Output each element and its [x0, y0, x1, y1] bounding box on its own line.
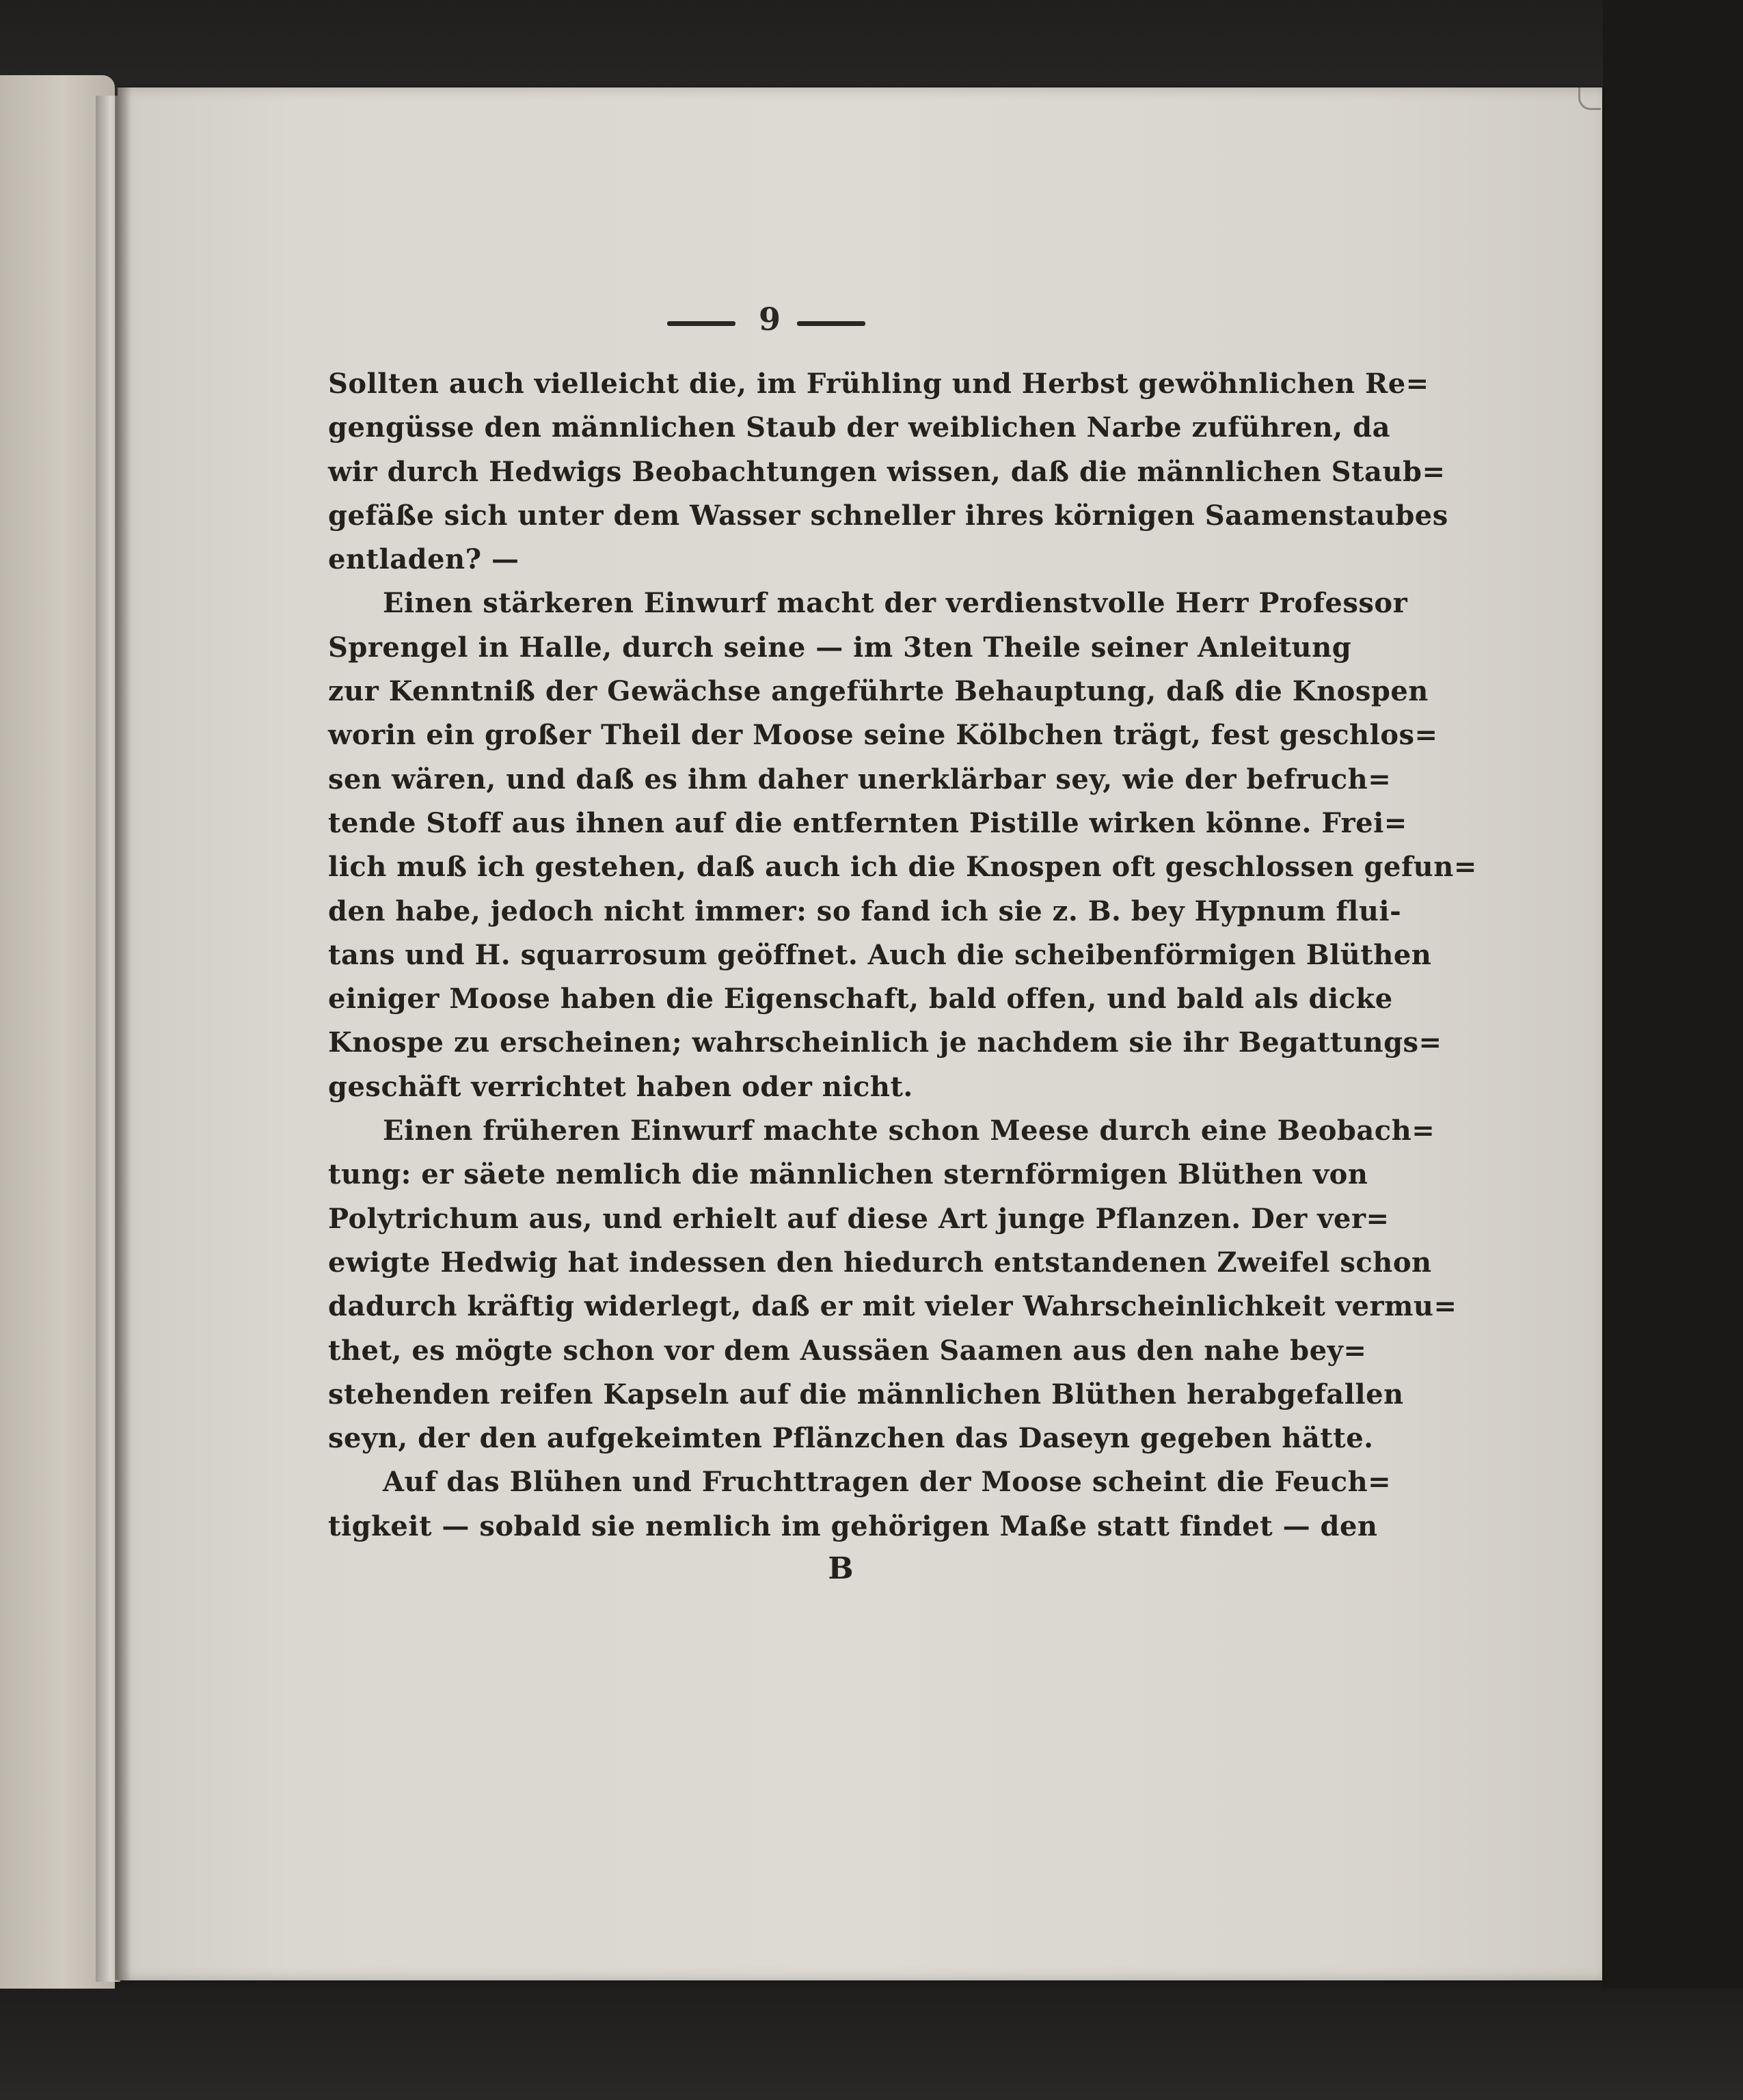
body-text	[328, 362, 1477, 1549]
dark-background-bottom	[0, 1989, 1743, 2100]
signature-mark: B	[828, 1551, 854, 1586]
page-header	[660, 301, 879, 342]
text-line: gefäße sich unter dem Wasser schneller ihres körnigen Saamenstaubes	[328, 499, 1448, 532]
text-line: Polytrichum aus, und erhielt auf diese Art junge Pflanzen. Der ver=	[328, 1202, 1390, 1235]
text-line: seyn, der den aufgekeimten Pflänzchen das Daseyn gegeben hätte.	[328, 1422, 1374, 1455]
text-line: Einen früheren Einwurf machte schon Meese durch eine Beobach=	[383, 1115, 1435, 1147]
text-line: worin ein großer Theil der Moose seine Kölbchen trägt, fest geschlos=	[328, 719, 1438, 752]
text-line: geschäft verrichtet haben oder nicht.	[328, 1070, 913, 1103]
text-line: thet, es mögte schon vor dem Aussäen Saamen aus den nahe bey=	[328, 1334, 1367, 1367]
dark-background-top	[0, 0, 1743, 96]
text-line: Sollten auch vielleicht die, im Frühling und Herbst gewöhnlichen Re=	[328, 368, 1429, 400]
header-rule-right	[797, 321, 865, 326]
text-line: Auf das Blühen und Fruchttragen der Moose scheint die Feuch=	[383, 1466, 1392, 1499]
spine-shadow	[115, 87, 131, 1980]
text-line: ewigte Hedwig hat indessen den hiedurch entstandenen Zweifel schon	[328, 1246, 1432, 1279]
text-line: tende Stoff aus ihnen auf die entfernten Pistille wirken könne. Frei=	[328, 806, 1407, 839]
text-line: zur Kenntniß der Gewächse angeführte Behauptung, daß die Knospen	[328, 675, 1429, 708]
text-line: tung: er säete nemlich die männlichen sternförmigen Blüthen von	[328, 1158, 1368, 1191]
text-line: tigkeit — sobald sie nemlich im gehörigen Maße statt findet — den	[328, 1510, 1378, 1542]
text-line: Sprengel in Halle, durch seine — im 3ten Theile seiner Anleitung	[328, 631, 1352, 664]
text-line: entladen? —	[328, 543, 519, 576]
text-line: dadurch kräftig widerlegt, daß er mit vieler Wahrscheinlichkeit vermu=	[328, 1290, 1457, 1323]
page-number: 9	[758, 301, 781, 338]
text-line: einiger Moose haben die Eigenschaft, bald offen, und bald als dicke	[328, 983, 1393, 1015]
text-line: wir durch Hedwigs Beobachtungen wissen, daß die männlichen Staub=	[328, 455, 1446, 488]
text-line: lich muß ich gestehen, daß auch ich die Knospen oft geschlossen gefun=	[328, 851, 1477, 884]
corner-fold-icon	[1578, 87, 1601, 110]
text-line: gengüsse den männlichen Staub der weiblichen Narbe zuführen, da	[328, 411, 1390, 444]
text-line: Knospe zu erscheinen; wahrscheinlich je nachdem sie ihr Begattungs=	[328, 1026, 1442, 1059]
text-line: den habe, jedoch nicht immer: so fand ich sie z. B. bey Hypnum flui-	[328, 895, 1402, 927]
text-line: Einen stärkeren Einwurf macht der verdienstvolle Herr Professor	[383, 587, 1408, 620]
text-line: sen wären, und daß es ihm daher unerklärbar sey, wie der befruch=	[328, 763, 1392, 795]
text-line: stehenden reifen Kapseln auf die männlichen Blüthen herabgefallen	[328, 1378, 1404, 1410]
text-line: tans und H. squarrosum geöffnet. Auch die scheibenförmigen Blüthen	[328, 938, 1432, 971]
dark-background-right	[1603, 0, 1743, 2100]
